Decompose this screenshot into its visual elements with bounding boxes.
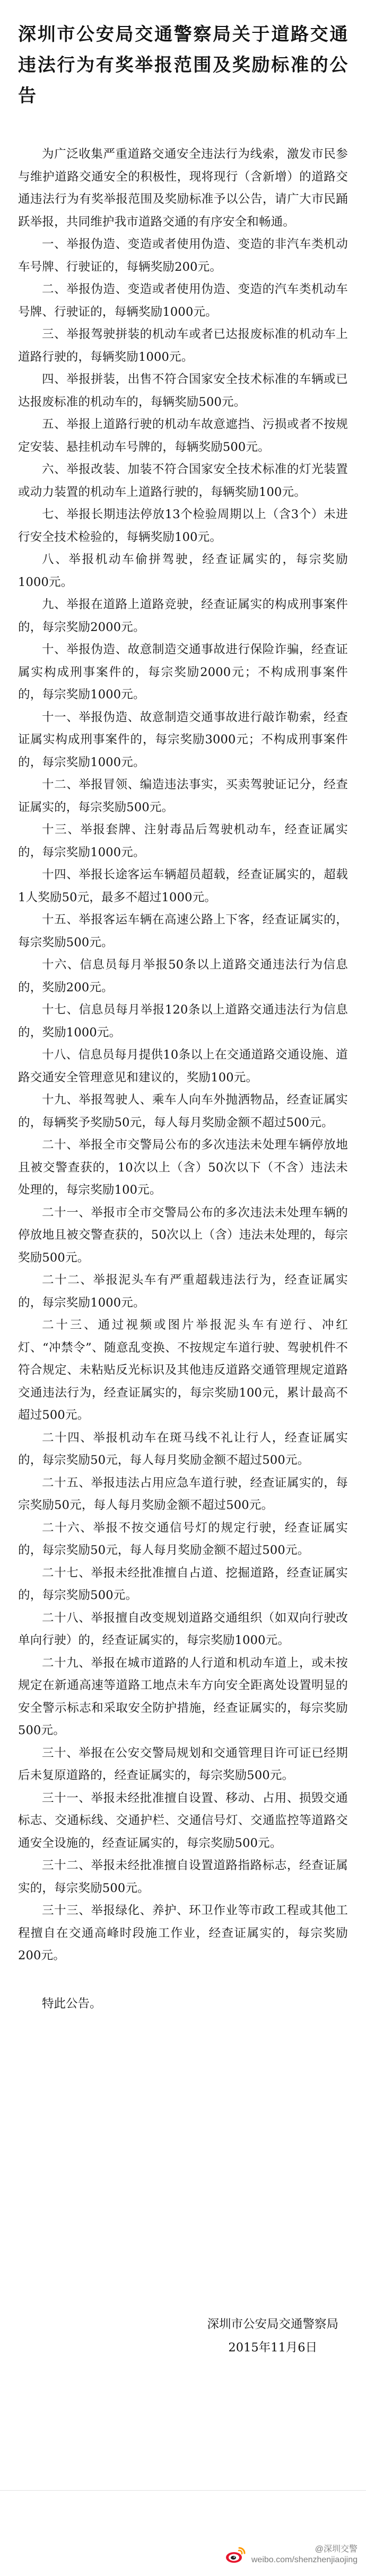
paragraph-item-32: 三十二、举报未经批准擅自设置道路指路标志，经查证属实的，每宗奖励500元。	[18, 1859, 348, 1895]
paragraph-intro: 为广泛收集严重道路交通安全违法行为线索，激发市民参与维护道路交通安全的积极性，现将现行（含新增）的道路交通违法行为有奖举报范围及奖励标准予以公告，请广大市民踊跃举报，共同维护我市道路交通的有序安全和畅通。	[18, 147, 348, 229]
paragraph-item-3: 三、举报驾驶拼装的机动车或者已达报废标准的机动车上道路行驶的，每辆奖励1000元。	[18, 327, 348, 364]
paragraph-item-19: 十九、举报驾驶人、乘车人向车外抛洒物品，经查证属实的，每辆奖予奖励50元，每人每月奖励金额不超过500元。	[18, 1093, 348, 1130]
paragraph-item-28: 二十八、举报擅自改变规划道路交通组织（如双向行驶改单向行驶）的，经查证属实的，每宗奖励1000元。	[18, 1611, 348, 1647]
paragraph-item-2: 二、举报伪造、变造或者使用伪造、变造的汽车类机动车号牌、行驶证的，每辆奖励1000元。	[18, 282, 348, 319]
paragraph-item-24: 二十四、举报机动车在斑马线不礼让行人，经查证属实的，每宗奖励50元，每人每月奖励金额不超过500元。	[18, 1431, 348, 1467]
watermark-url: weibo.com/shenzhenjiaojing	[251, 2555, 358, 2564]
paragraph-item-23: 二十三、通过视频或图片举报泥头车有逆行、冲红灯、“冲禁令”、随意乱变换、不按规定车道行驶、驾驶机件不符合规定、未粘贴反光标识及其他违反道路交通管理规定道路交通违法行为，经查证属实的，每宗奖励100元，累计最高不超过500元。	[18, 1318, 348, 1422]
notice-body	[0, 111, 366, 2015]
paragraph-item-20: 二十、举报全市交警局公布的多次违法未处理车辆停放地且被交警查获的，10次以上（含）50次以下（不含）违法未处理的，每宗奖励100元。	[18, 1138, 348, 1197]
paragraph-item-21: 二十一、举报市全市交警局公布的多次违法未处理车辆的停放地且被交警查获的，50次以上（含）违法未处理的，每宗奖励500元。	[18, 1205, 348, 1265]
paragraph-item-29: 二十九、举报在城市道路的人行道和机动车道上，或未按规定在新通高速等道路工地点未车方向安全距离处设置明显的安全警示标志和采取安全防护措施，经查证属实的，每宗奖励500元。	[18, 1656, 348, 1737]
paragraph-item-16: 十六、信息员每月举报50条以上道路交通违法行为信息的，奖励200元。	[18, 958, 348, 994]
paragraph-item-4: 四、举报拼装，出售不符合国家安全技术标准的车辆或已达报废标准的机动车的，每辆奖励500元。	[18, 372, 348, 409]
paragraph-item-8: 八、举报机动车偷拼驾驶，经查证属实的，每宗奖励1000元。	[18, 553, 348, 589]
paragraph-item-9: 九、举报在道路上道路竞驶，经查证属实的构成刑事案件的，每宗奖励2000元。	[18, 598, 348, 634]
paragraph-item-12: 十二、举报冒领、编造违法事实，买卖驾驶证记分，经查证属实的，每宗奖励500元。	[18, 778, 348, 814]
paragraph-item-26: 二十六、举报不按交通信号灯的规定行驶，经查证属实的，每宗奖励50元，每人每月奖励金额不超过500元。	[18, 1521, 348, 1557]
paragraph-item-11: 十一、举报伪造、故意制造交通事故进行敲诈勒索，经查证属实构成刑事案件的，每宗奖励3000元；不构成刑事案件的，每宗奖励1000元。	[18, 710, 348, 769]
paragraph-item-22: 二十二、举报泥头车有严重超载违法行为，经查证属实的，每宗奖励1000元。	[18, 1273, 348, 1310]
watermark-text	[251, 2544, 358, 2565]
paragraph-item-25: 二十五、举报违法占用应急车道行驶，经查证属实的，每宗奖励50元，每人每月奖励金额不超过500元。	[18, 1476, 348, 1512]
paragraph-item-15: 十五、举报客运车辆在高速公路上下客，经查证属实的，每宗奖励500元。	[18, 913, 348, 949]
notice-title: 深圳市公安局交通警察局关于道路交通违法行为有奖举报范围及奖励标准的公告	[18, 24, 348, 106]
weibo-logo-icon	[224, 2543, 247, 2566]
paragraph-item-1: 一、举报伪造、变造或者使用伪造、变造的非汽车类机动车号牌、行驶证的，每辆奖励200元。	[18, 237, 348, 274]
closing-remark: 特此公告。	[42, 1996, 102, 2011]
paragraph-item-14: 十四、举报长途客运车辆超员超载，经查证属实的，超载1人奖励50元，最多不超过1000元。	[18, 868, 348, 904]
paragraph-item-7: 七、举报长期违法停放13个检验周期以上（含3个）未进行安全技术检验的，每辆奖励100元。	[18, 508, 348, 544]
paragraph-item-6: 六、举报改装、加装不符合国家安全技术标准的灯光装置或动力装置的机动车上道路行驶的，每辆奖励100元。	[18, 463, 348, 499]
paragraph-item-5: 五、举报上道路行驶的机动车故意遮挡、污损或者不按规定安装、悬挂机动车号牌的，每辆奖励500元。	[18, 418, 348, 454]
image-footer	[0, 2490, 366, 2576]
weibo-watermark	[224, 2543, 358, 2566]
paragraph-item-27: 二十七、举报未经批准擅自占道、挖掘道路，经查证属实的，每宗奖励500元。	[18, 1566, 348, 1602]
watermark-handle: @深圳交警	[315, 2545, 358, 2554]
paragraph-item-31: 三十一、举报未经批准擅自设置、移动、占用、损毁交通标志、交通标线、交通护栏、交通信号灯、交通监控等道路交通安全设施的，经查证属实的，每宗奖励500元。	[18, 1791, 348, 1850]
paragraph-item-10: 十、举报伪造、故意制造交通事故进行保险诈骗，经查证属实构成刑事案件的，每宗奖励2000元；不构成刑事案件的，每宗奖励1000元。	[18, 643, 348, 701]
paragraph-item-13: 十三、举报套牌、注射毒品后驾驶机动车，经查证属实的，每宗奖励1000元。	[18, 823, 348, 859]
paragraph-item-18: 十八、信息员每月提供10条以上在交通道路交通设施、道路交通安全管理意见和建议的，奖励100元。	[18, 1048, 348, 1085]
signature-block	[207, 2313, 338, 2359]
issue-date: 2015年11月6日	[228, 2341, 318, 2355]
footer-divider	[0, 2490, 366, 2491]
paragraph-item-33: 三十三、举报绿化、养护、环卫作业等市政工程或其他工程擅自在交通高峰时段施工作业，经查证属实的，每宗奖励200元。	[18, 1904, 348, 1962]
issuer-name: 深圳市公安局交通警察局	[207, 2317, 338, 2331]
paragraph-item-17: 十七、信息员每月举报120条以上道路交通违法行为信息的，奖励1000元。	[18, 1003, 348, 1040]
paragraph-item-30: 三十、举报在公安交警局规划和交通管理目许可证已经期后未复原道路的，经查证属实的，每宗奖励500元。	[18, 1746, 348, 1782]
